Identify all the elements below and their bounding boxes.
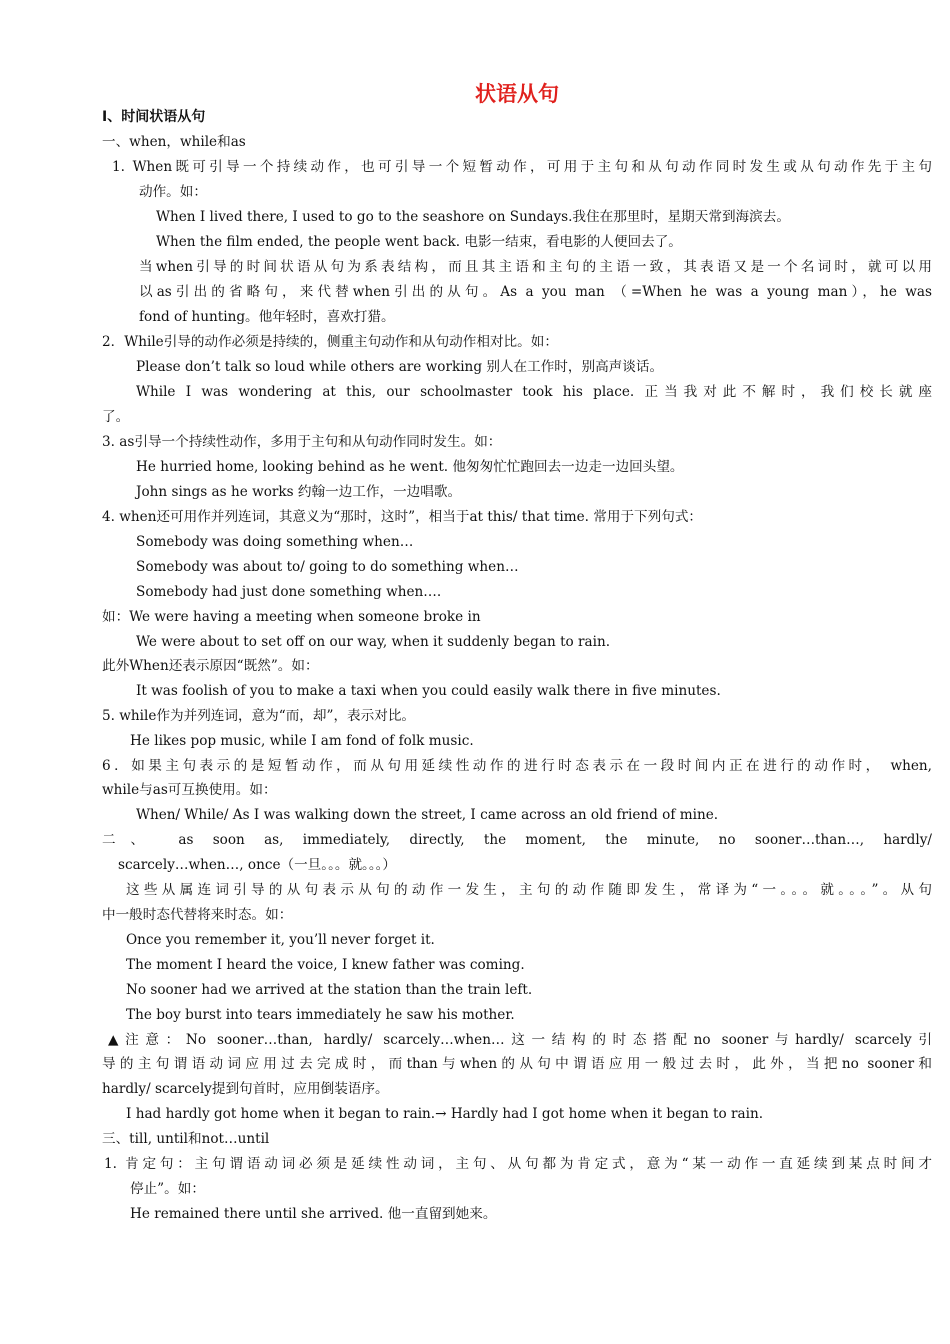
text-line: 如：We were having a meeting when someone broke in — [102, 609, 481, 625]
text-line: 这些从属连词引导的从句表示从句的动作一发生，主句的动作随即发生，常译为“一。。。就。。。”。从句 — [126, 882, 932, 898]
text-line: When the film ended, the people went back. 电影一结束，看电影的人便回去了。 — [156, 234, 682, 250]
text-line: I had hardly got home when it began to rain.→ Hardly had I got home when it began to rain. — [126, 1106, 764, 1122]
text-line: 中一般时态代替将来时态。如： — [102, 907, 293, 923]
text-line: 二、 as soon as, immediately, directly, the moment, the minute, no sooner…than…, hardly/ — [102, 832, 932, 848]
text-line: Somebody had just done something when…. — [136, 584, 442, 600]
text-line: 一、when，while和as — [102, 134, 246, 150]
text-line: Once you remember it, you’ll never forget it. — [126, 932, 435, 948]
text-line: When/ While/ As I was walking down the street, I came across an old friend of mine. — [136, 807, 719, 823]
text-line: We were about to set off on our way, when it suddenly began to rain. — [136, 634, 611, 650]
text-line: 4. when还可用作并列连词，其意义为“那时，这时”，相当于at this/ that time. 常用于下列句式： — [102, 509, 703, 525]
text-line: Somebody was about to/ going to do something when… — [136, 559, 519, 575]
text-line: Somebody was doing something when… — [136, 534, 414, 550]
text-line: He remained there until she arrived. 他一直留到她来。 — [130, 1206, 497, 1222]
text-line: 2．While引导的动作必须是持续的，侧重主句动作和从句动作相对比。如： — [102, 334, 558, 350]
section-heading: I、时间状语从句 — [102, 109, 206, 125]
text-line: 1. 肯定句：主句谓语动词必须是延续性动词，主句、从句都为肯定式，意为“某一动作一直延续到某点时间才 — [104, 1156, 932, 1172]
text-line: The boy burst into tears immediately he saw his mother. — [126, 1007, 515, 1023]
text-line: He hurried home, looking behind as he went. 他匆匆忙忙跑回去一边走一边回头望。 — [136, 459, 684, 475]
text-line: 5. while作为并列连词，意为“而，却”，表示对比。 — [102, 708, 416, 724]
text-line: No sooner had we arrived at the station than the train left. — [126, 982, 533, 998]
text-line: It was foolish of you to make a taxi when you could easily walk there in five minutes. — [136, 683, 721, 699]
text-line: 1. When既可引导一个持续动作，也可引导一个短暂动作，可用于主句和从句动作同时发生或从句动作先于主句 — [112, 159, 932, 175]
text-line: scarcely…when…, once（一旦。。。就。。。） — [118, 857, 397, 873]
text-line: 以as引出的省略句，来代替when引出的从句。As a you man （=When he was a young man），he was — [139, 284, 932, 300]
text-line: While I was wondering at this, our schoolmaster took his place. 正当我对此不解时，我们校长就座 — [136, 384, 932, 400]
text-line: hardly/ scarcely提到句首时，应用倒装语序。 — [102, 1081, 389, 1097]
text-line: 了。 — [102, 409, 130, 425]
text-line: 三、till, until和not…until — [102, 1131, 270, 1147]
text-line: 停止”。如： — [130, 1181, 205, 1197]
text-line: 导的主句谓语动词应用过去完成时，而than与when的从句中谓语应用一般过去时，此外，当把no sooner和 — [102, 1056, 932, 1072]
text-line: while与as可互换使用。如： — [102, 782, 277, 798]
text-line: 6．如果主句表示的是短暂动作，而从句用延续性动作的进行时态表示在一段时间内正在进行的动作时， when, — [102, 758, 932, 774]
text-line: 动作。如： — [139, 184, 207, 200]
text-line: When I lived there, I used to go to the seashore on Sundays.我住在那里时，星期天常到海滨去。 — [156, 209, 790, 225]
text-line: 此外When还表示原因“既然”。如： — [102, 658, 319, 674]
text-line: He likes pop music, while I am fond of folk music. — [130, 733, 474, 749]
text-line: ▲注意：No sooner…than, hardly/ scarcely…when…这一结构的时态搭配no sooner与hardly/ scarcely引 — [108, 1032, 932, 1048]
text-line: fond of hunting。他年轻时，喜欢打猎。 — [139, 309, 395, 325]
text-line: 3. as引导一个持续性动作，多用于主句和从句动作同时发生。如： — [102, 434, 502, 450]
text-line: The moment I heard the voice, I knew father was coming. — [126, 957, 525, 973]
text-line: 当when引导的时间状语从句为系表结构，而且其主语和主句的主语一致，其表语又是一个名词时，就可以用 — [139, 259, 932, 275]
text-line: John sings as he works 约翰一边工作，一边唱歌。 — [136, 484, 462, 500]
page-title: 状语从句 — [475, 82, 559, 106]
text-line: Please don’t talk so loud while others are working 别人在工作时，别高声谈话。 — [136, 359, 664, 375]
